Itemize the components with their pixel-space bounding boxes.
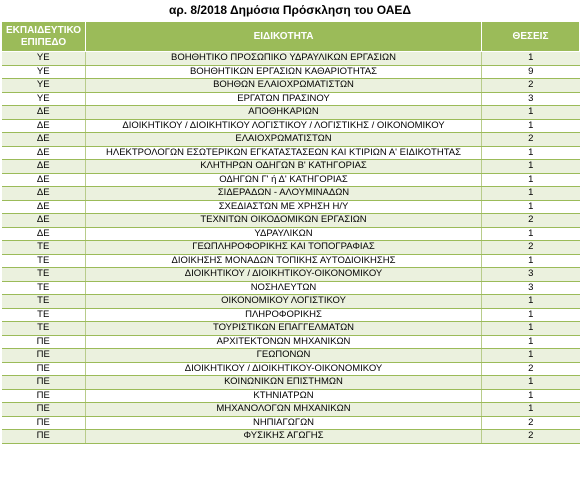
cell-specialty: ΦΥΣΙΚΗΣ ΑΓΩΓΗΣ xyxy=(86,430,482,444)
table-row xyxy=(2,92,580,106)
table-row xyxy=(2,52,580,66)
cell-specialty: ΔΙΟΙΚΗΤΙΚΟΥ / ΔΙΟΙΚΗΤΙΚΟΥ-ΟΙΚΟΝΟΜΙΚΟΥ xyxy=(86,268,482,282)
cell-level: ΥΕ xyxy=(2,52,86,66)
cell-specialty: ΚΤΗΝΙΑΤΡΩΝ xyxy=(86,389,482,403)
cell-specialty: ΔΙΟΙΚΗΣΗΣ ΜΟΝΑΔΩΝ ΤΟΠΙΚΗΣ ΑΥΤΟΔΙΟΙΚΗΣΗΣ xyxy=(86,254,482,268)
cell-positions: 2 xyxy=(482,241,580,255)
cell-level: ΔΕ xyxy=(2,227,86,241)
column-header-positions: ΘΕΣΕΙΣ xyxy=(482,22,580,52)
cell-positions: 2 xyxy=(482,214,580,228)
cell-level: ΠΕ xyxy=(2,362,86,376)
table-body xyxy=(2,52,580,444)
table-row xyxy=(2,281,580,295)
cell-specialty: ΚΟΙΝΩΝΙΚΩΝ ΕΠΙΣΤΗΜΩΝ xyxy=(86,376,482,390)
table-row xyxy=(2,430,580,444)
table-row xyxy=(2,376,580,390)
cell-level: ΔΕ xyxy=(2,214,86,228)
cell-specialty: ΣΧΕΔΙΑΣΤΩΝ ΜΕ ΧΡΗΣΗ Η/Υ xyxy=(86,200,482,214)
cell-positions: 2 xyxy=(482,79,580,93)
table-row xyxy=(2,349,580,363)
cell-specialty: ΥΔΡΑΥΛΙΚΩΝ xyxy=(86,227,482,241)
table-row xyxy=(2,308,580,322)
table-row xyxy=(2,295,580,309)
cell-specialty: ΒΟΗΘΗΤΙΚΟ ΠΡΟΣΩΠΙΚΟ ΥΔΡΑΥΛΙΚΩΝ ΕΡΓΑΣΙΩΝ xyxy=(86,52,482,66)
table-row xyxy=(2,200,580,214)
column-header-specialty: ΕΙΔΙΚΟΤΗΤΑ xyxy=(86,22,482,52)
cell-positions: 1 xyxy=(482,389,580,403)
table-row xyxy=(2,65,580,79)
cell-positions: 3 xyxy=(482,281,580,295)
cell-specialty: ΜΗΧΑΝΟΛΟΓΩΝ ΜΗΧΑΝΙΚΩΝ xyxy=(86,403,482,417)
cell-specialty: ΕΛΑΙΟΧΡΩΜΑΤΙΣΤΩΝ xyxy=(86,133,482,147)
table-row xyxy=(2,416,580,430)
table-row xyxy=(2,241,580,255)
cell-level: ΔΕ xyxy=(2,106,86,120)
cell-specialty: ΓΕΩΠΟΝΩΝ xyxy=(86,349,482,363)
cell-level: ΠΕ xyxy=(2,389,86,403)
table-row xyxy=(2,133,580,147)
cell-level: ΤΕ xyxy=(2,268,86,282)
cell-positions: 1 xyxy=(482,146,580,160)
cell-specialty: ΑΠΟΘΗΚΑΡΙΩΝ xyxy=(86,106,482,120)
table-row xyxy=(2,254,580,268)
cell-positions: 2 xyxy=(482,430,580,444)
table-row xyxy=(2,79,580,93)
cell-positions: 1 xyxy=(482,322,580,336)
table-row xyxy=(2,362,580,376)
cell-specialty: ΗΛΕΚΤΡΟΛΟΓΩΝ ΕΣΩΤΕΡΙΚΩΝ ΕΓΚΑΤΑΣΤΑΣΕΩΝ ΚΑΙ ΚΤΙΡΙΩΝ Α' ΕΙΔΙΚΟΤΗΤΑΣ xyxy=(86,146,482,160)
table-row xyxy=(2,146,580,160)
cell-specialty: ΟΙΚΟΝΟΜΙΚΟΥ ΛΟΓΙΣΤΙΚΟΥ xyxy=(86,295,482,309)
table-row xyxy=(2,227,580,241)
cell-specialty: ΒΟΗΘΗΤΙΚΩΝ ΕΡΓΑΣΙΩΝ ΚΑΘΑΡΙΟΤΗΤΑΣ xyxy=(86,65,482,79)
cell-positions: 1 xyxy=(482,160,580,174)
table-row xyxy=(2,268,580,282)
cell-specialty: ΔΙΟΙΚΗΤΙΚΟΥ / ΔΙΟΙΚΗΤΙΚΟΥ-ΟΙΚΟΝΟΜΙΚΟΥ xyxy=(86,362,482,376)
cell-level: ΔΕ xyxy=(2,133,86,147)
cell-positions: 3 xyxy=(482,268,580,282)
cell-level: ΥΕ xyxy=(2,92,86,106)
cell-level: ΔΕ xyxy=(2,146,86,160)
cell-level: ΠΕ xyxy=(2,335,86,349)
cell-specialty: ΝΟΣΗΛΕΥΤΩΝ xyxy=(86,281,482,295)
cell-positions: 1 xyxy=(482,187,580,201)
table-row xyxy=(2,322,580,336)
cell-positions: 2 xyxy=(482,362,580,376)
cell-positions: 3 xyxy=(482,92,580,106)
cell-specialty: ΑΡΧΙΤΕΚΤΟΝΩΝ ΜΗΧΑΝΙΚΩΝ xyxy=(86,335,482,349)
table-row xyxy=(2,160,580,174)
cell-positions: 2 xyxy=(482,133,580,147)
table-row xyxy=(2,187,580,201)
cell-level: ΤΕ xyxy=(2,241,86,255)
cell-specialty: ΔΙΟΙΚΗΤΙΚΟΥ / ΔΙΟΙΚΗΤΙΚΟΥ ΛΟΓΙΣΤΙΚΟΥ / ΛΟΓΙΣΤΙΚΗΣ / ΟΙΚΟΝΟΜΙΚΟΥ xyxy=(86,119,482,133)
cell-level: ΔΕ xyxy=(2,119,86,133)
cell-specialty: ΟΔΗΓΩΝ Γ' ή Δ' ΚΑΤΗΓΟΡΙΑΣ xyxy=(86,173,482,187)
cell-level: ΔΕ xyxy=(2,160,86,174)
cell-positions: 1 xyxy=(482,227,580,241)
cell-specialty: ΓΕΩΠΛΗΡΟΦΟΡΙΚΗΣ ΚΑΙ ΤΟΠΟΓΡΑΦΙΑΣ xyxy=(86,241,482,255)
cell-positions: 1 xyxy=(482,403,580,417)
table-header-row xyxy=(2,22,580,52)
cell-positions: 1 xyxy=(482,106,580,120)
positions-table xyxy=(1,21,580,444)
cell-level: ΥΕ xyxy=(2,65,86,79)
cell-level: ΔΕ xyxy=(2,173,86,187)
cell-level: ΤΕ xyxy=(2,295,86,309)
cell-specialty: ΝΗΠΙΑΓΩΓΩΝ xyxy=(86,416,482,430)
cell-specialty: ΚΛΗΤΗΡΩΝ ΟΔΗΓΩΝ Β' ΚΑΤΗΓΟΡΙΑΣ xyxy=(86,160,482,174)
cell-level: ΤΕ xyxy=(2,281,86,295)
cell-level: ΔΕ xyxy=(2,200,86,214)
table-row xyxy=(2,173,580,187)
cell-positions: 1 xyxy=(482,200,580,214)
cell-level: ΠΕ xyxy=(2,349,86,363)
cell-level: ΠΕ xyxy=(2,430,86,444)
cell-specialty: ΣΙΔΕΡΑΔΩΝ - ΑΛΟΥΜΙΝΑΔΩΝ xyxy=(86,187,482,201)
cell-specialty: ΕΡΓΑΤΩΝ ΠΡΑΣΙΝΟΥ xyxy=(86,92,482,106)
column-header-level xyxy=(2,22,86,52)
table-row xyxy=(2,403,580,417)
cell-level: ΤΕ xyxy=(2,254,86,268)
cell-level: ΠΕ xyxy=(2,416,86,430)
table-row xyxy=(2,335,580,349)
cell-specialty: ΠΛΗΡΟΦΟΡΙΚΗΣ xyxy=(86,308,482,322)
cell-level: ΠΕ xyxy=(2,403,86,417)
column-header-level-line1: ΕΚΠΑΙΔΕΥΤΙΚΟ xyxy=(5,24,82,36)
cell-level: ΠΕ xyxy=(2,376,86,390)
cell-positions: 1 xyxy=(482,52,580,66)
cell-positions: 1 xyxy=(482,376,580,390)
cell-positions: 1 xyxy=(482,295,580,309)
table-row xyxy=(2,214,580,228)
table-row xyxy=(2,119,580,133)
cell-level: ΤΕ xyxy=(2,322,86,336)
cell-level: ΤΕ xyxy=(2,308,86,322)
table-row xyxy=(2,389,580,403)
cell-positions: 1 xyxy=(482,349,580,363)
cell-positions: 1 xyxy=(482,308,580,322)
column-header-level-line2: ΕΠΙΠΕΔΟ xyxy=(20,36,67,48)
cell-specialty: ΤΕΧΝΙΤΩΝ ΟΙΚΟΔΟΜΙΚΩΝ ΕΡΓΑΣΙΩΝ xyxy=(86,214,482,228)
cell-positions: 1 xyxy=(482,119,580,133)
cell-positions: 1 xyxy=(482,173,580,187)
cell-positions: 1 xyxy=(482,335,580,349)
cell-level: ΔΕ xyxy=(2,187,86,201)
cell-level: ΥΕ xyxy=(2,79,86,93)
cell-positions: 9 xyxy=(482,65,580,79)
table-row xyxy=(2,106,580,120)
page-title: αρ. 8/2018 Δημόσια Πρόσκληση του ΟΑΕΔ xyxy=(168,3,412,17)
cell-positions: 1 xyxy=(482,254,580,268)
cell-specialty: ΤΟΥΡΙΣΤΙΚΩΝ ΕΠΑΓΓΕΛΜΑΤΩΝ xyxy=(86,322,482,336)
cell-positions: 2 xyxy=(482,416,580,430)
cell-specialty: ΒΟΗΘΩΝ ΕΛΑΙΟΧΡΩΜΑΤΙΣΤΩΝ xyxy=(86,79,482,93)
